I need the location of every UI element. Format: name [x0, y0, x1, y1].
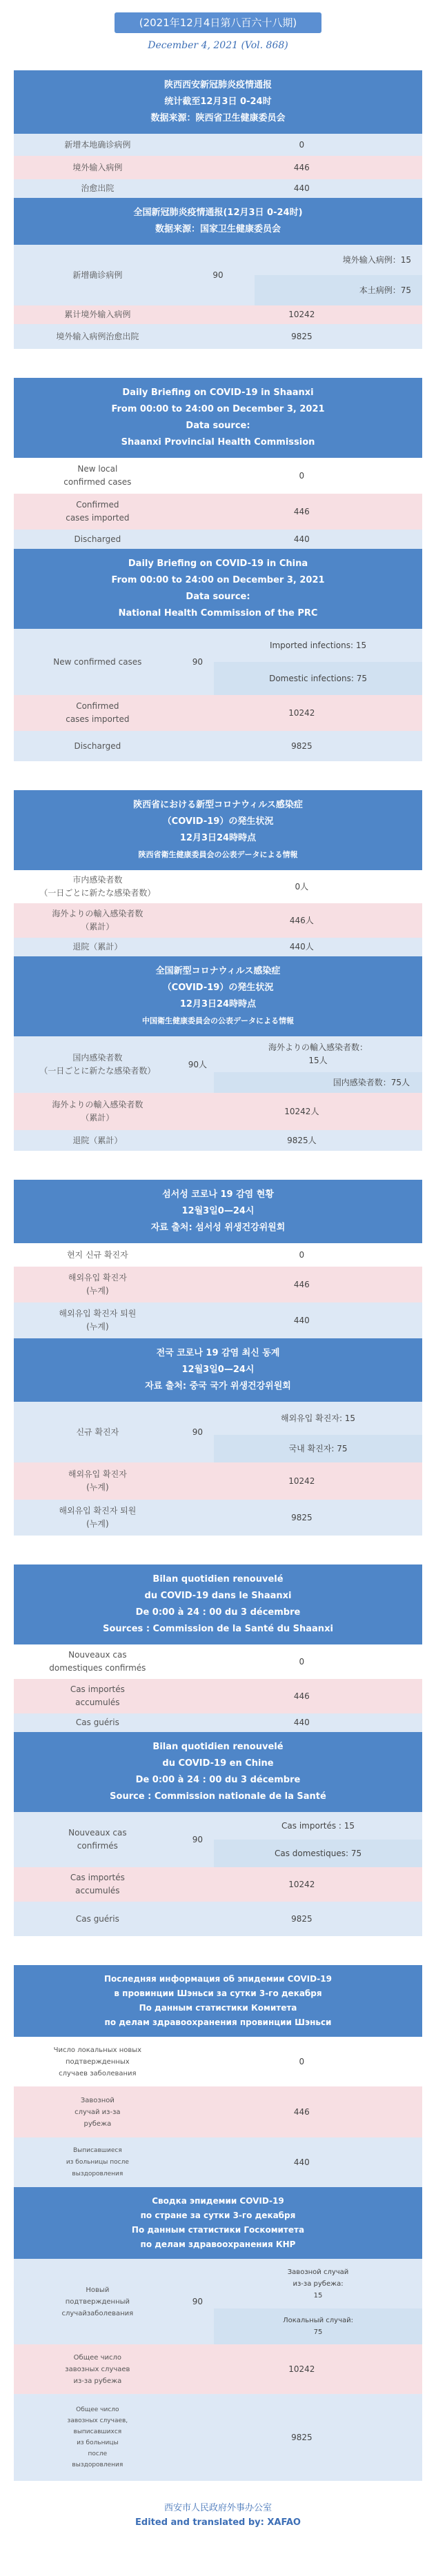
row-label [14, 2259, 181, 2344]
table-row [14, 530, 422, 549]
row-value: 440 [181, 1713, 422, 1732]
row-value: 446 [181, 156, 422, 179]
title-line: Сводка эпидемии COVID-19 [152, 2196, 284, 2206]
row-label [14, 1267, 181, 1302]
table-row [14, 179, 422, 198]
row-value: 9825 [181, 2394, 422, 2481]
label-line: Nouveaux cas [68, 1828, 127, 1838]
ru-china-table [14, 2259, 422, 2481]
label-line: Завозной [80, 2096, 115, 2104]
label-line: confirmés [77, 1841, 118, 1851]
label-line: Discharged [74, 741, 121, 751]
title-line: 陝西省における新型コロナウィルス感染症 [133, 800, 303, 810]
label-line: （一日ごとに新たな感染者数） [39, 1066, 156, 1076]
fr-shaanxi-title [14, 1564, 422, 1644]
label-line: из больницы [77, 2439, 119, 2446]
ru-shaanxi-title [14, 1965, 422, 2037]
en-shaanxi-title [14, 378, 422, 458]
row-label: 境外输入病例 [14, 156, 181, 179]
row-label [14, 1812, 181, 1867]
label-line: выздоровления [72, 2462, 123, 2468]
label-line: завозных случаев, [67, 2417, 128, 2424]
label-line: confirmed cases [63, 477, 132, 487]
ja-shaanxi-table [14, 870, 422, 956]
row-label: 新增确诊病例 [14, 245, 181, 305]
imported-subvalue [214, 1036, 422, 1072]
label-line: Число локальных новых [53, 2046, 142, 2054]
table-row [14, 1130, 422, 1151]
domestic-subvalue: 国内感染者数：75人 [214, 1072, 422, 1093]
label-line: Cas importés [70, 1873, 125, 1882]
row-value: 10242 [181, 1867, 422, 1902]
table-row [14, 731, 422, 761]
title-line: Data source: [186, 592, 250, 602]
label-line: Общее число [76, 2406, 119, 2413]
row-value: 0 [181, 1644, 422, 1679]
row-value: 446 [181, 2086, 422, 2137]
table-row [14, 870, 422, 903]
fr-shaanxi-section [14, 1564, 422, 1732]
label-line: 海外よりの輸入感染者数： [268, 1043, 368, 1052]
row-value: 10242 [181, 1462, 422, 1500]
label-line: 현지 신규 확진자 [66, 1249, 128, 1260]
row-label [14, 2137, 181, 2187]
row-value: 0 [181, 134, 422, 156]
table-row [14, 134, 422, 156]
title-line: National Health Commission of the PRC [118, 608, 318, 618]
label-line: завозных случаев [65, 2365, 130, 2373]
row-label [14, 1644, 181, 1679]
title-line: Shaanxi Provincial Health Commission [121, 437, 315, 447]
label-line: accumulés [75, 1886, 120, 1895]
imported-subvalue: Cas importés : 15 [214, 1812, 422, 1840]
row-value: 10242 [181, 2344, 422, 2394]
en-china-table [14, 629, 422, 761]
label-line: выписавшихся [73, 2428, 122, 2435]
en-china-section [14, 549, 422, 761]
row-value: 0 [181, 2037, 422, 2086]
row-value: 90 [181, 2259, 214, 2344]
title-line: в провинции Шэньси за сутки 3-го декабря [114, 1989, 322, 1998]
row-label [14, 938, 181, 956]
ru-china-title [14, 2187, 422, 2259]
zh-shaanxi-title [14, 70, 422, 134]
title-line: 数据来源：国家卫生健康委员会 [155, 224, 281, 234]
row-value: 10242人 [181, 1093, 422, 1130]
row-label [14, 903, 181, 938]
label-line: cases imported [66, 714, 130, 724]
row-label [14, 1462, 181, 1500]
label-line: Cas guéris [75, 1913, 119, 1924]
label-line: 해외유입 확진자 [68, 1273, 127, 1282]
label-line: （累計） [81, 1113, 115, 1123]
title-line: du COVID-19 en Chine [162, 1758, 274, 1769]
table-row [14, 1812, 422, 1840]
zh-shaanxi-table [14, 134, 422, 198]
row-label [14, 2037, 181, 2086]
imported-subvalue [214, 2259, 422, 2308]
title-line: по делам здравоохранения провинции Шэньси [104, 2017, 332, 2027]
row-value: 90 [181, 1812, 214, 1867]
domestic-subvalue: 本土病例：75 [255, 275, 422, 305]
row-label [14, 1713, 181, 1732]
domestic-subvalue: 국내 확진자: 75 [214, 1435, 422, 1462]
en-shaanxi-section [14, 378, 422, 549]
row-label [14, 731, 181, 761]
table-row [14, 2344, 422, 2394]
table-row [14, 2137, 422, 2187]
label-line: из-за рубежа: [293, 2280, 344, 2288]
title-line: Последняя информация об эпидемии COVID-19 [104, 1974, 332, 1984]
label-line: 15人 [308, 1056, 328, 1065]
title-line: （COVID-19）の発生状況 [162, 816, 274, 827]
label-line: подтвержденный [65, 2297, 130, 2306]
zh-shaanxi-section [14, 70, 422, 198]
table-row [14, 1644, 422, 1679]
ja-china-title [14, 956, 422, 1036]
row-value: 90人 [181, 1036, 214, 1093]
label-line: из больницы после [66, 2158, 129, 2166]
label-line: из-за рубежа [73, 2377, 122, 2385]
label-line: (누계) [86, 1519, 109, 1529]
table-row [14, 2394, 422, 2481]
en-shaanxi-table [14, 458, 422, 549]
row-label [14, 1130, 181, 1151]
ja-china-table [14, 1036, 422, 1151]
row-value: 9825 [181, 1902, 422, 1936]
title-line: 中国衛生健康委員会の公表データによる情報 [142, 1016, 294, 1025]
title-line: 统计截至12月3日 0-24时 [164, 97, 272, 107]
ko-china-title [14, 1338, 422, 1402]
table-row [14, 1302, 422, 1338]
fr-china-section [14, 1732, 422, 1936]
ru-shaanxi-section [14, 1965, 422, 2187]
label-line: （累計） [81, 922, 115, 932]
label-line: Nouveaux cas [68, 1650, 127, 1660]
label-line: случай из-за [75, 2108, 121, 2116]
table-row [14, 494, 422, 530]
label-line: Завозной случай [287, 2268, 349, 2276]
title-line: 数据来源：陕西省卫生健康委员会 [150, 113, 286, 123]
ko-china-section [14, 1338, 422, 1536]
label-line: (누계) [86, 1482, 109, 1492]
row-label [14, 1867, 181, 1902]
label-line: 15 [313, 2291, 323, 2300]
row-label [14, 494, 181, 530]
title-line: По данным статистики Госкомитета [131, 2225, 305, 2235]
row-label: 累计境外输入病例 [14, 305, 181, 324]
table-row [14, 1679, 422, 1713]
ko-shaanxi-title [14, 1180, 422, 1243]
title-line: De 0:00 à 24 : 00 du 3 décembre [135, 1775, 301, 1785]
label-line: 해외유입 확진자 퇴원 [59, 1309, 137, 1318]
row-label [14, 2394, 181, 2481]
title-line: Sources : Commission de la Santé du Shaanxi [103, 1624, 333, 1634]
row-label [14, 1093, 181, 1130]
ko-china-table [14, 1402, 422, 1536]
label-line: cases imported [66, 513, 130, 523]
title-line: по стране за сутки 3-го декабря [140, 2211, 296, 2220]
title-line: Data source: [186, 421, 250, 431]
label-line: New local [77, 464, 118, 474]
table-row [14, 245, 422, 275]
footer-credit: Edited and translated by: XAFAO [135, 2517, 301, 2528]
row-label [14, 1036, 181, 1093]
row-label [14, 1500, 181, 1536]
label-line: 退院（累計） [72, 942, 123, 952]
row-value: 440 [181, 2137, 422, 2187]
label-line: подтвержденных [65, 2057, 130, 2066]
label-line: (누계) [86, 1286, 109, 1296]
row-value: 446 [181, 1267, 422, 1302]
label-line: 해외유입 확진자 [68, 1469, 127, 1479]
row-value: 0 [181, 1243, 422, 1267]
table-row [14, 629, 422, 662]
title-line: （COVID-19）の発生状況 [162, 983, 274, 993]
title-line: 12月3日24時時点 [179, 833, 257, 843]
row-value: 9825 [181, 731, 422, 761]
row-label [14, 530, 181, 549]
title-line: 섬서성 코로나 19 감염 현황 [162, 1189, 274, 1200]
table-row [14, 1267, 422, 1302]
title-line: Daily Briefing on COVID-19 in China [128, 559, 308, 569]
label-line: после [88, 2451, 108, 2457]
row-label [14, 1679, 181, 1713]
title-line: Daily Briefing on COVID-19 in Shaanxi [122, 388, 314, 398]
table-row [14, 2086, 422, 2137]
row-value: 0 [181, 458, 422, 494]
label-line: случайзаболевания [61, 2309, 134, 2317]
row-value: 9825 [181, 324, 422, 349]
title-line: 全国新冠肺炎疫情通报(12月3日 0-24时) [133, 208, 303, 218]
title-line: Source : Commission nationale de la Santé [110, 1791, 326, 1802]
title-line: From 00:00 to 24:00 on December 3, 2021 [111, 575, 325, 585]
imported-subvalue: 해외유입 확진자: 15 [214, 1402, 422, 1435]
ru-china-section [14, 2187, 422, 2481]
table-row [14, 1402, 422, 1435]
label-line: 市内感染者数 [72, 875, 123, 885]
ja-shaanxi-section [14, 790, 422, 956]
label-line: 退院（累計） [72, 1135, 123, 1145]
domestic-subvalue: Domestic infections: 75 [214, 662, 422, 695]
title-line: du COVID-19 dans le Shaanxi [144, 1591, 292, 1601]
title-line: 全国新型コロナウィルス感染症 [155, 966, 281, 976]
label-line: Confirmed [76, 500, 119, 510]
page [0, 12, 436, 2555]
zh-china-section [14, 198, 422, 349]
title-line: 자료 출처: 섬서성 위생건강위원회 [150, 1222, 286, 1233]
fr-china-title [14, 1732, 422, 1812]
label-line: (누계) [86, 1322, 109, 1331]
table-row [14, 1867, 422, 1902]
domestic-subvalue: Cas domestiques: 75 [214, 1840, 422, 1867]
ja-shaanxi-title [14, 790, 422, 870]
table-row [14, 938, 422, 956]
zh-china-table [14, 245, 422, 349]
table-row [14, 2037, 422, 2086]
row-value: 440人 [181, 938, 422, 956]
table-row [14, 1243, 422, 1267]
title-line: по делам здравоохранения КНР [140, 2240, 296, 2249]
ko-shaanxi-table [14, 1243, 422, 1338]
row-label: 治愈出院 [14, 179, 181, 198]
row-label [14, 1243, 181, 1267]
title-line: 陕西西安新冠肺炎疫情通报 [164, 80, 272, 90]
label-line: Cas guéris [75, 1718, 119, 1727]
label-line: Локальный случай: [283, 2317, 353, 2324]
table-row [14, 1713, 422, 1732]
row-label [14, 2086, 181, 2137]
label-line: 75 [313, 2328, 323, 2336]
label-line: случаев заболевания [59, 2069, 137, 2077]
title-line: Bilan quotidien renouvelé [152, 1574, 284, 1584]
table-row [14, 1036, 422, 1072]
row-value: 90 [181, 1402, 214, 1462]
table-row [14, 2259, 422, 2308]
label-line: 海外よりの輸入感染者数 [52, 909, 143, 918]
label-line: 海外よりの輸入感染者数 [52, 1100, 143, 1109]
issue-banner: (2021年12月4日第八百六十八期) [115, 12, 321, 33]
row-value: 10242 [181, 305, 422, 324]
fr-china-table [14, 1812, 422, 1936]
table-row [14, 324, 422, 349]
row-value: 440 [181, 530, 422, 549]
row-value: 440 [181, 179, 422, 198]
row-value: 90 [181, 245, 255, 305]
title-line: 전국 코로나 19 감염 최신 동계 [156, 1348, 280, 1358]
title-line: 12월3일0—24시 [181, 1206, 255, 1216]
row-value: 10242 [181, 695, 422, 731]
label-line: Новый [86, 2286, 110, 2294]
table-row [14, 1462, 422, 1500]
table-row [14, 1902, 422, 1936]
label-line: accumulés [75, 1698, 120, 1707]
fr-shaanxi-table [14, 1644, 422, 1732]
row-label [14, 1902, 181, 1936]
row-label [14, 695, 181, 731]
label-line: Cas importés [70, 1684, 125, 1694]
table-row [14, 305, 422, 324]
row-value: 446 [181, 494, 422, 530]
footer-office: 西安市人民政府外事办公室 [164, 2503, 272, 2513]
row-label: 新增本地确诊病例 [14, 134, 181, 156]
table-row [14, 903, 422, 938]
label-line: выздоровления [72, 2170, 123, 2177]
label-line: Выписавшиеся [72, 2146, 122, 2154]
row-value: 9825人 [181, 1130, 422, 1151]
row-label [14, 458, 181, 494]
row-label: 境外输入病例治愈出院 [14, 324, 181, 349]
label-line: domestiques confirmés [49, 1663, 146, 1673]
imported-subvalue: 境外输入病例：15 [255, 245, 422, 275]
title-line: De 0:00 à 24 : 00 du 3 décembre [135, 1607, 301, 1618]
row-value: 0人 [181, 870, 422, 903]
table-row [14, 1093, 422, 1130]
row-value: 446 [181, 1679, 422, 1713]
domestic-subvalue [214, 2308, 422, 2344]
ja-china-section [14, 956, 422, 1151]
row-label: New confirmed cases [14, 629, 181, 695]
table-row [14, 1500, 422, 1536]
label-line: Discharged [74, 534, 121, 544]
title-line: 陝西省衛生健康委員会の公表データによる情報 [138, 850, 298, 859]
ko-shaanxi-section [14, 1180, 422, 1338]
row-value: 90 [181, 629, 214, 695]
row-label [14, 1302, 181, 1338]
table-row [14, 156, 422, 179]
zh-china-title [14, 198, 422, 245]
title-line: 자료 출처: 중국 국가 위생건강위원회 [145, 1381, 291, 1391]
label-line: （一日ごとに新たな感染者数） [39, 888, 156, 898]
title-line: 12月3日24時時点 [179, 999, 257, 1009]
en-china-title [14, 549, 422, 629]
title-line: По данным статистики Комитета [139, 2003, 297, 2013]
row-value: 440 [181, 1302, 422, 1338]
row-value: 446人 [181, 903, 422, 938]
row-label: 신규 확진자 [14, 1402, 181, 1462]
title-line: 12월3일0—24시 [181, 1365, 255, 1375]
issue-subtitle: December 4, 2021 (Vol. 868) [148, 40, 288, 51]
label-line: 해외유입 확진자 퇴원 [59, 1506, 137, 1516]
title-line: From 00:00 to 24:00 on December 3, 2021 [111, 404, 325, 414]
row-value: 9825 [181, 1500, 422, 1536]
row-label [14, 2344, 181, 2394]
label-line: Общее число [73, 2353, 122, 2362]
title-line: Bilan quotidien renouvelé [152, 1742, 284, 1752]
ru-shaanxi-table [14, 2037, 422, 2187]
table-row [14, 458, 422, 494]
label-line: рубежа [83, 2120, 112, 2128]
imported-subvalue: Imported infections: 15 [214, 629, 422, 662]
label-line: Confirmed [76, 701, 119, 711]
table-row [14, 695, 422, 731]
label-line: 国内感染者数 [72, 1053, 123, 1063]
row-label [14, 870, 181, 903]
